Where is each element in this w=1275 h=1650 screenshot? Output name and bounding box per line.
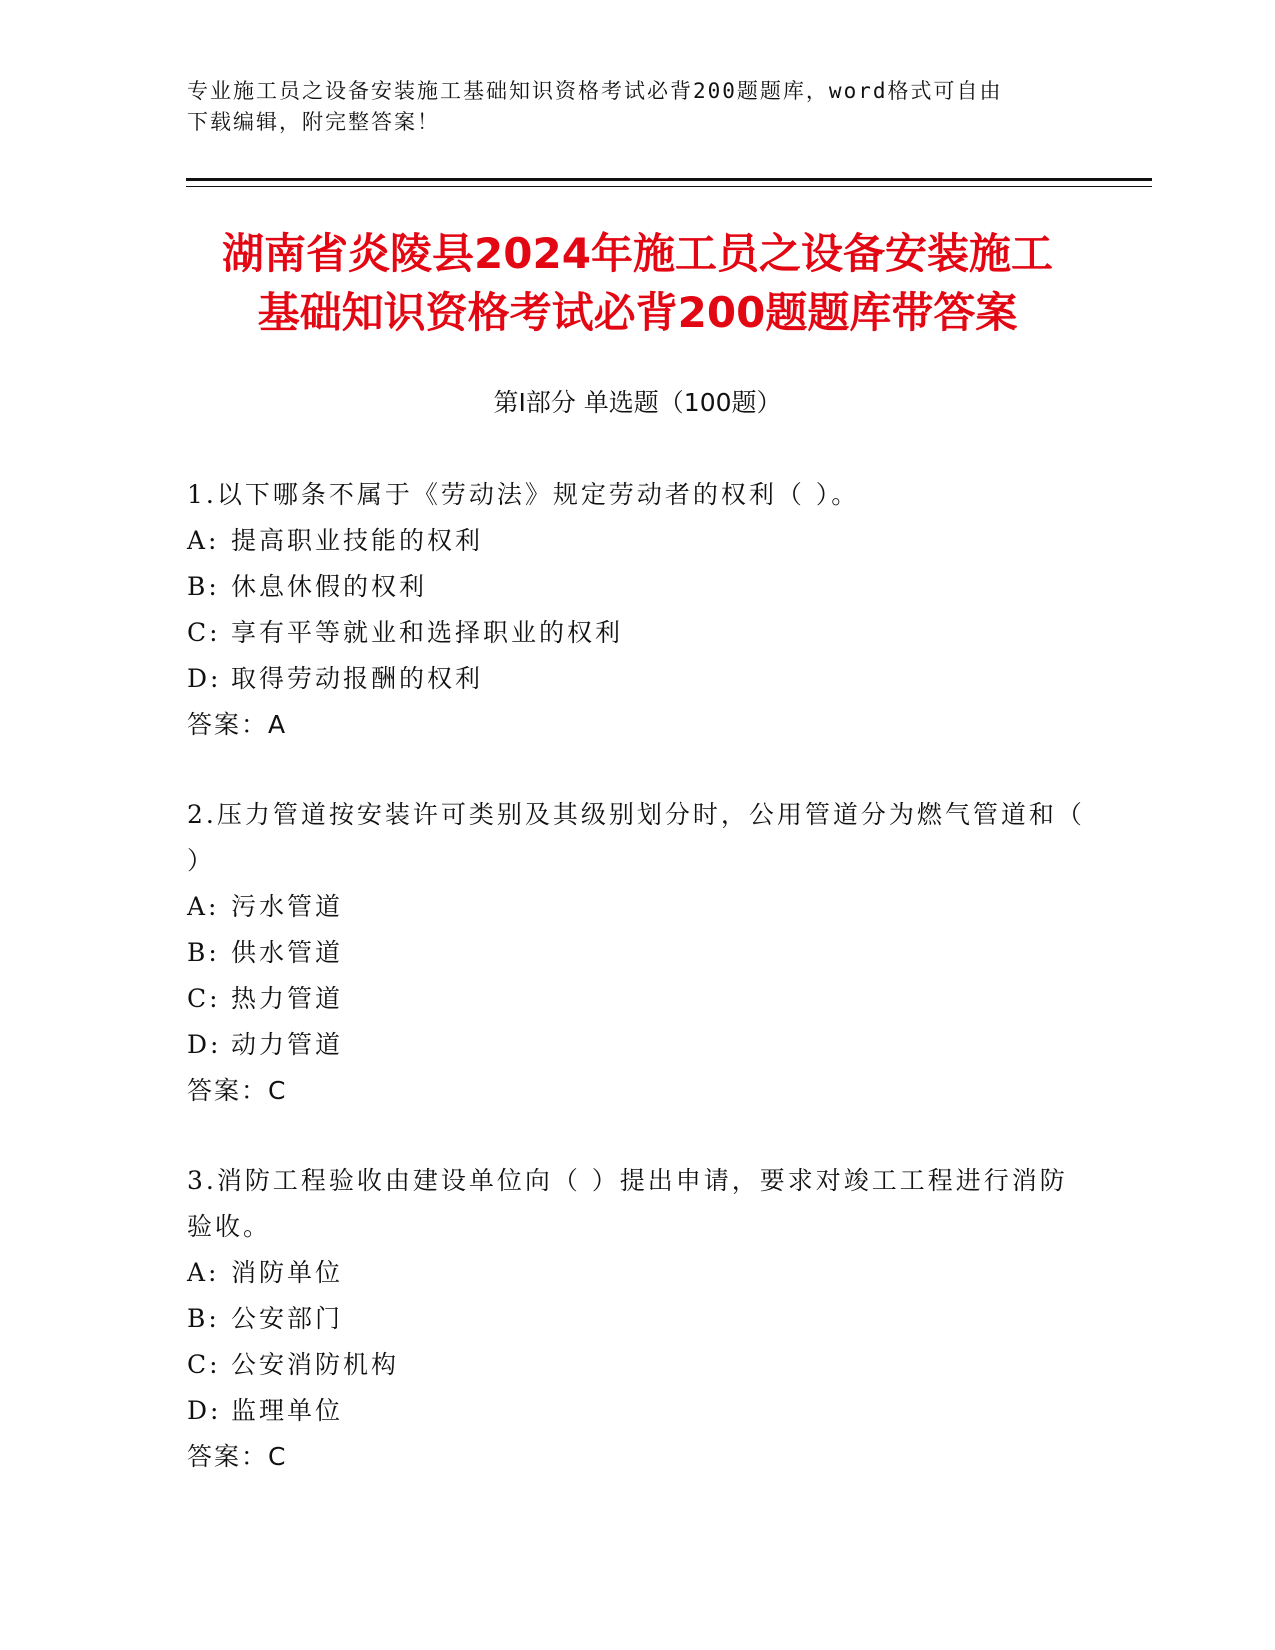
option-letter: B: [187,572,220,601]
document-title [150,224,1125,342]
option-letter: B: [187,938,220,967]
option-text: 提高职业技能的权利 [231,526,484,555]
answer-line: 答案：C [187,1442,288,1471]
header-rule-thin [186,186,1152,187]
option-b [187,564,1087,610]
header-note-line1: 专业施工员之设备安装施工基础知识资格考试必背200题题库，word格式可自由 [187,79,1003,103]
option-a [187,518,1087,564]
option-text: 污水管道 [231,892,344,921]
question-stem: 3.消防工程验收由建设单位向（ ）提出申请，要求对竣工工程进行消防验收。 [187,1166,1068,1241]
option-text: 动力管道 [231,1030,344,1059]
option-b [187,930,1087,976]
option-text: 公安部门 [231,1304,344,1333]
option-text: 消防单位 [231,1258,344,1287]
answer-line: 答案：A [187,710,288,739]
option-c [187,610,1087,656]
option-a [187,1250,1087,1296]
option-text: 取得劳动报酬的权利 [231,664,484,693]
option-c [187,1342,1087,1388]
option-text: 供水管道 [231,938,344,967]
option-letter: C: [187,984,221,1013]
question-3 [187,1158,1087,1480]
header-note-line2: 下载编辑，附完整答案！ [187,110,440,134]
question-stem: 2.压力管道按安装许可类别及其级别划分时，公用管道分为燃气管道和（ ） [187,800,1085,875]
option-text: 监理单位 [231,1396,344,1425]
option-letter: D: [187,1396,222,1425]
question-list [187,472,1087,1524]
option-text: 热力管道 [231,984,344,1013]
option-letter: D: [187,664,222,693]
option-d [187,1388,1087,1434]
option-d [187,656,1087,702]
option-text: 休息休假的权利 [231,572,428,601]
option-letter: A: [187,526,220,555]
header-rule-thick [186,178,1152,181]
document-title-line1: 湖南省炎陵县2024年施工员之设备安装施工 [222,229,1053,278]
question-1 [187,472,1087,748]
option-c [187,976,1087,1022]
header-note [187,76,1087,138]
option-letter: A: [187,892,220,921]
question-2 [187,792,1087,1114]
option-a [187,884,1087,930]
option-b [187,1296,1087,1342]
option-letter: D: [187,1030,222,1059]
option-text: 享有平等就业和选择职业的权利 [231,618,624,647]
option-letter: B: [187,1304,220,1333]
option-letter: A: [187,1258,220,1287]
answer-line: 答案：C [187,1076,288,1105]
option-d [187,1022,1087,1068]
option-letter: C: [187,618,221,647]
document-title-line2: 基础知识资格考试必背200题题库带答案 [257,288,1018,337]
option-text: 公安消防机构 [231,1350,400,1379]
question-stem: 1.以下哪条不属于《劳动法》规定劳动者的权利（ ）。 [187,480,860,509]
section-heading: 第Ⅰ部分 单选题（100题） [493,388,782,417]
option-letter: C: [187,1350,221,1379]
